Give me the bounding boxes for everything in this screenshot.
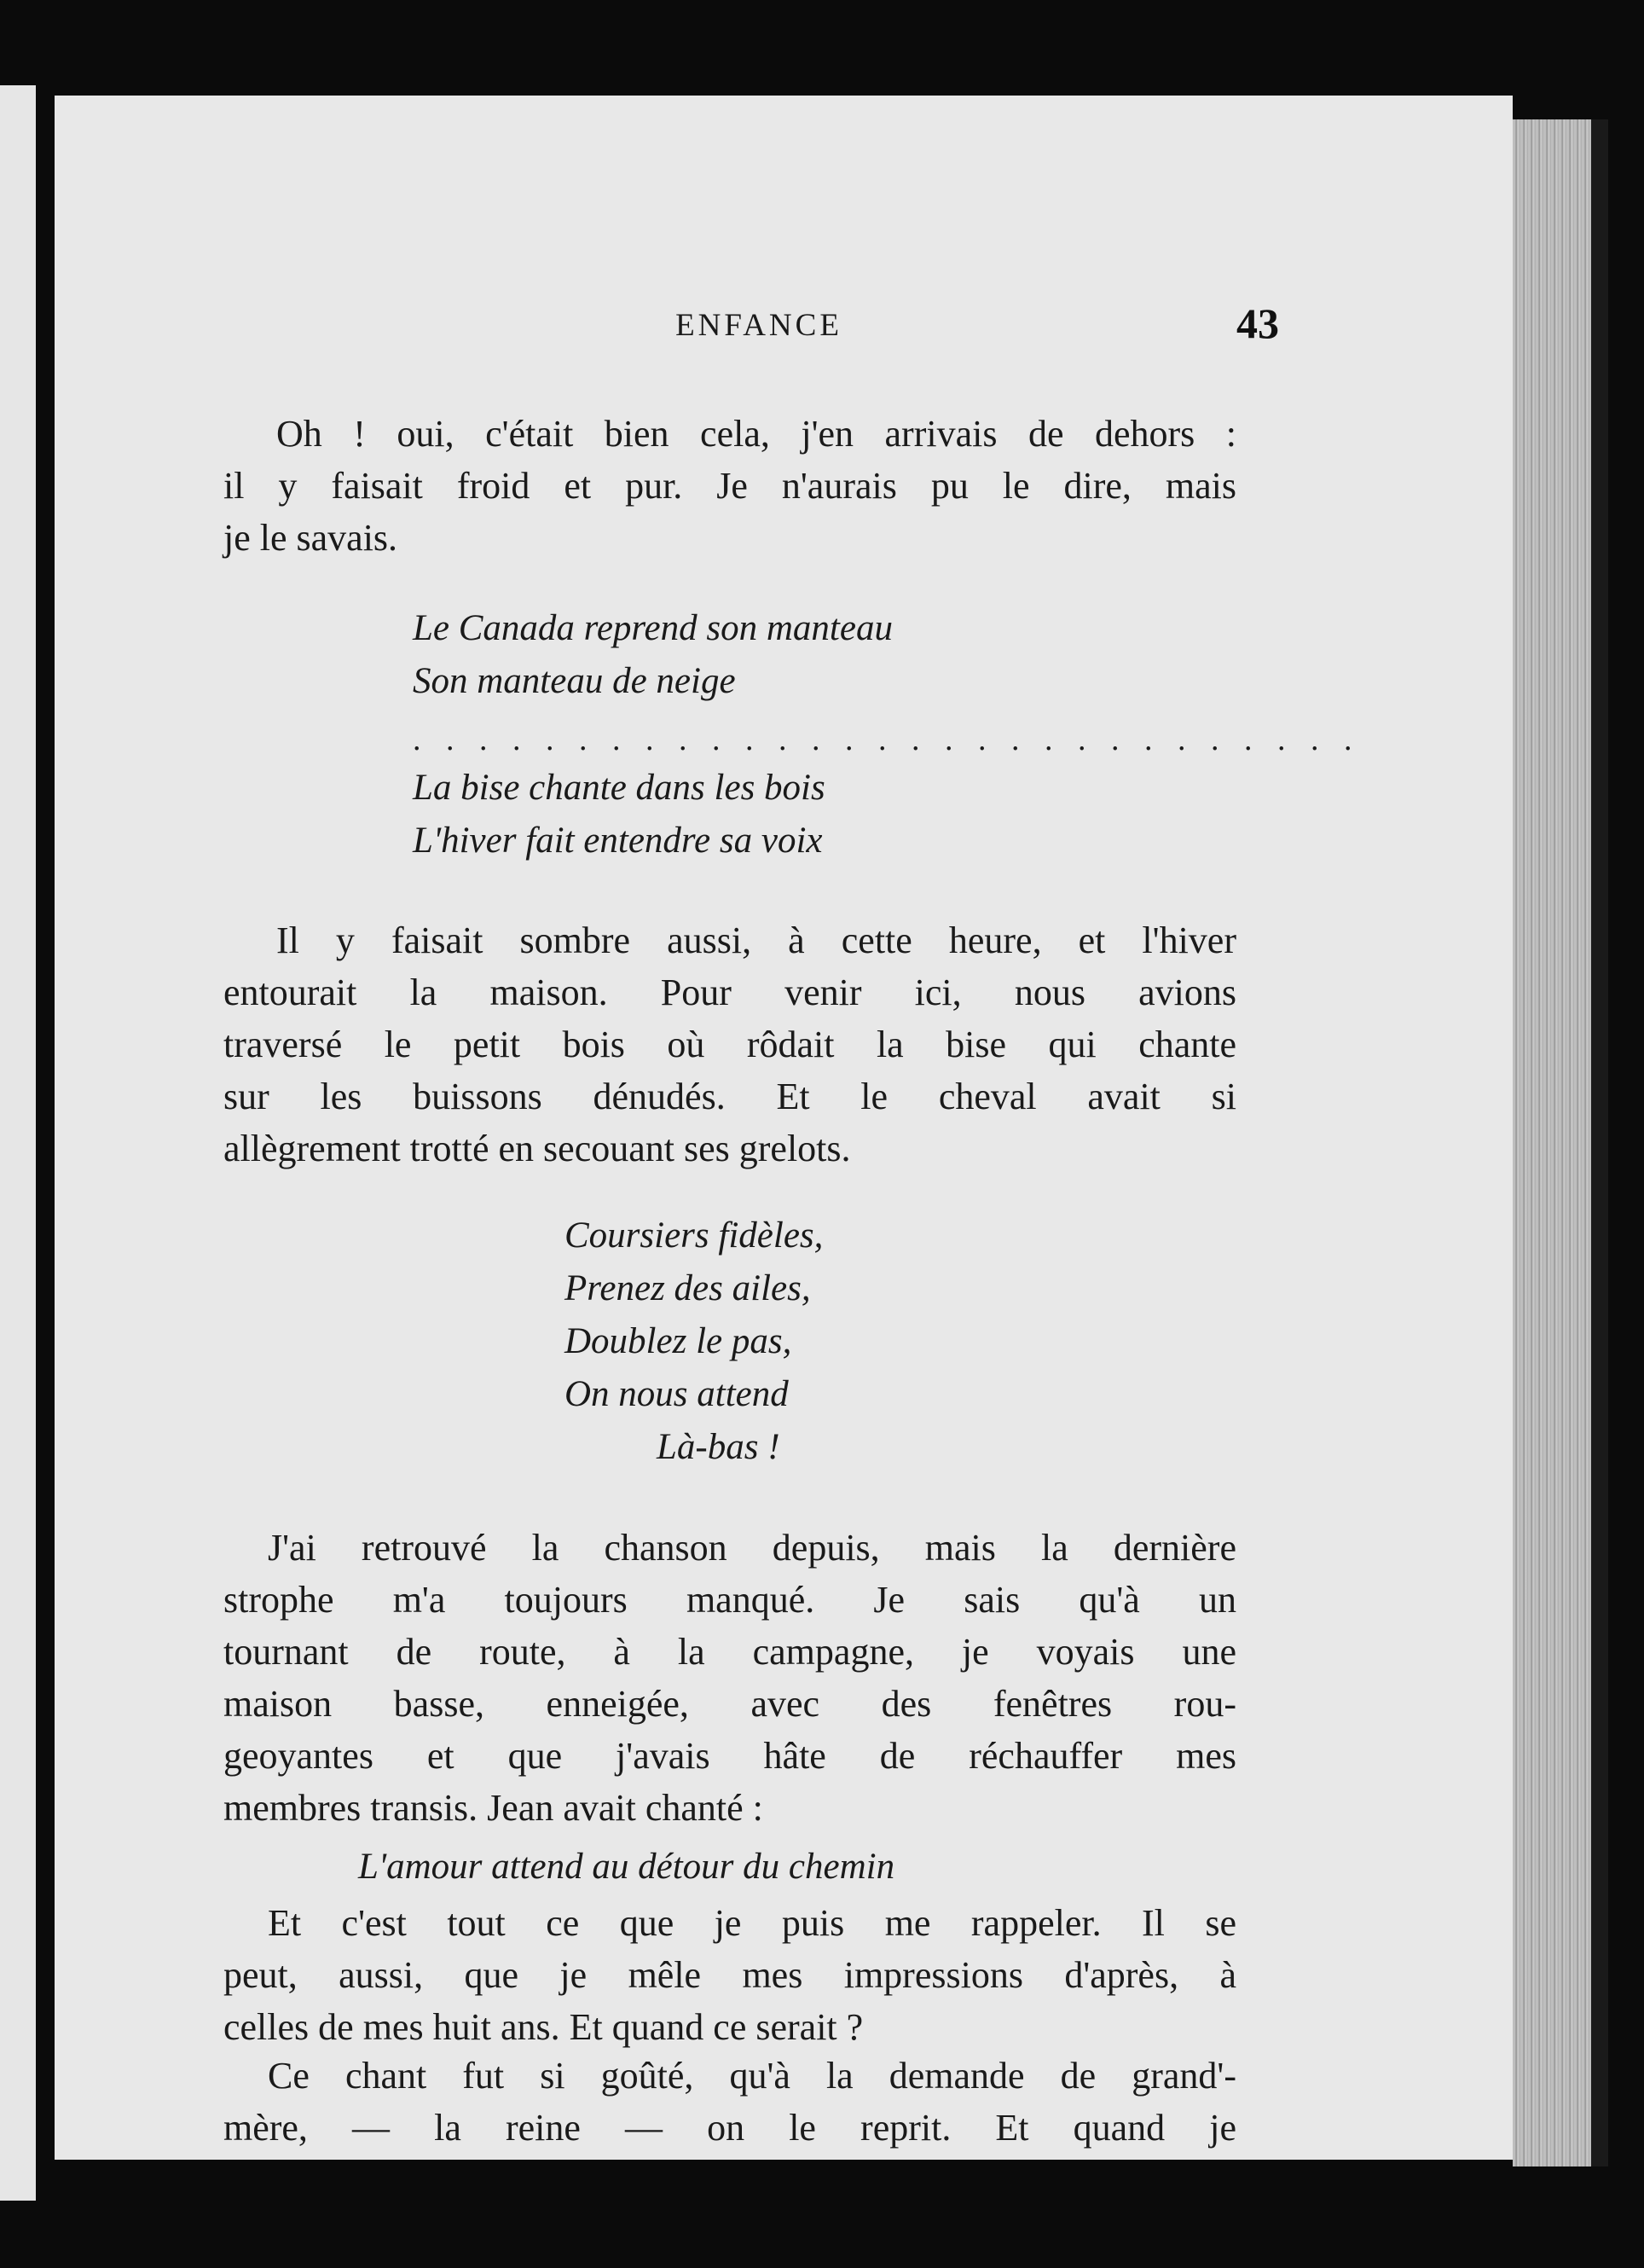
paragraph-2 bbox=[223, 914, 1236, 1175]
text-line: je le savais. bbox=[223, 517, 398, 559]
text-line: Il y faisait sombre aussi, à cette heure, et l'hiver bbox=[276, 919, 1236, 961]
paragraph-1 bbox=[223, 408, 1236, 564]
page-number: 43 bbox=[1236, 299, 1279, 347]
page-stack-edge bbox=[1513, 119, 1591, 2166]
text-line: J'ai retrouvé la chanson depuis, mais la dernière bbox=[268, 1527, 1236, 1569]
running-header: ENFANCE bbox=[675, 308, 842, 343]
verse-3 bbox=[564, 1209, 823, 1474]
text-line: membres transis. Jean avait chanté : bbox=[223, 1787, 763, 1829]
verse-1 bbox=[413, 602, 893, 708]
text-line: tournant de route, à la campagne, je voyais une bbox=[223, 1631, 1236, 1673]
verse-line: La bise chante dans les bois bbox=[413, 768, 825, 808]
text-line: Et c'est tout ce que je puis me rappeler. Il se bbox=[268, 1902, 1236, 1944]
verse-line: Coursiers fidèles, bbox=[564, 1215, 824, 1256]
ellipsis-dots: . . . . . . . . . . . . . . . . . . . . . . . . . . . . . bbox=[413, 722, 1361, 757]
adjacent-page-edge bbox=[0, 85, 36, 2201]
text-line: sur les buissons dénudés. Et le cheval avait si bbox=[223, 1076, 1236, 1117]
text-line: peut, aussi, que je mêle mes impressions d'après, à bbox=[223, 1954, 1236, 1996]
paragraph-5 bbox=[223, 2050, 1236, 2154]
verse-line: On nous attend bbox=[564, 1374, 789, 1414]
text-line: Oh ! oui, c'était bien cela, j'en arrivais de dehors : bbox=[276, 413, 1236, 455]
verse-line: Prenez des ailes, bbox=[564, 1268, 811, 1308]
paragraph-3 bbox=[223, 1522, 1236, 1834]
text-line: traversé le petit bois où rôdait la bise qui chante bbox=[223, 1024, 1236, 1065]
text-line: il y faisait froid et pur. Je n'aurais pu le dire, mais bbox=[223, 465, 1236, 507]
text-line: mère, — la reine — on le reprit. Et quand je bbox=[223, 2107, 1236, 2149]
verse-2 bbox=[413, 762, 825, 867]
text-line: allègrement trotté en secouant ses grelots. bbox=[223, 1128, 851, 1169]
verse-line: L'hiver fait entendre sa voix bbox=[413, 821, 823, 861]
text-line: celles de mes huit ans. Et quand ce serait ? bbox=[223, 2006, 864, 2048]
text-line: entourait la maison. Pour venir ici, nous avions bbox=[223, 972, 1236, 1013]
text-line: strophe m'a toujours manqué. Je sais qu'à un bbox=[223, 1579, 1236, 1621]
text-line: Ce chant fut si goûté, qu'à la demande de grand'- bbox=[268, 2055, 1236, 2097]
verse-line: Son manteau de neige bbox=[413, 661, 736, 701]
text-line: maison basse, enneigée, avec des fenêtres rou- bbox=[223, 1683, 1236, 1725]
verse-line: Là-bas ! bbox=[657, 1427, 780, 1467]
verse-4 bbox=[358, 1841, 894, 1894]
verse-line: Doublez le pas, bbox=[564, 1321, 792, 1361]
verse-line: L'amour attend au détour du chemin bbox=[358, 1847, 895, 1887]
page-stack-shadow bbox=[1591, 119, 1608, 2166]
text-line: geoyantes et que j'avais hâte de réchauffer mes bbox=[223, 1735, 1236, 1777]
verse-line: Le Canada reprend son manteau bbox=[413, 608, 893, 648]
paragraph-4 bbox=[223, 1897, 1236, 2053]
